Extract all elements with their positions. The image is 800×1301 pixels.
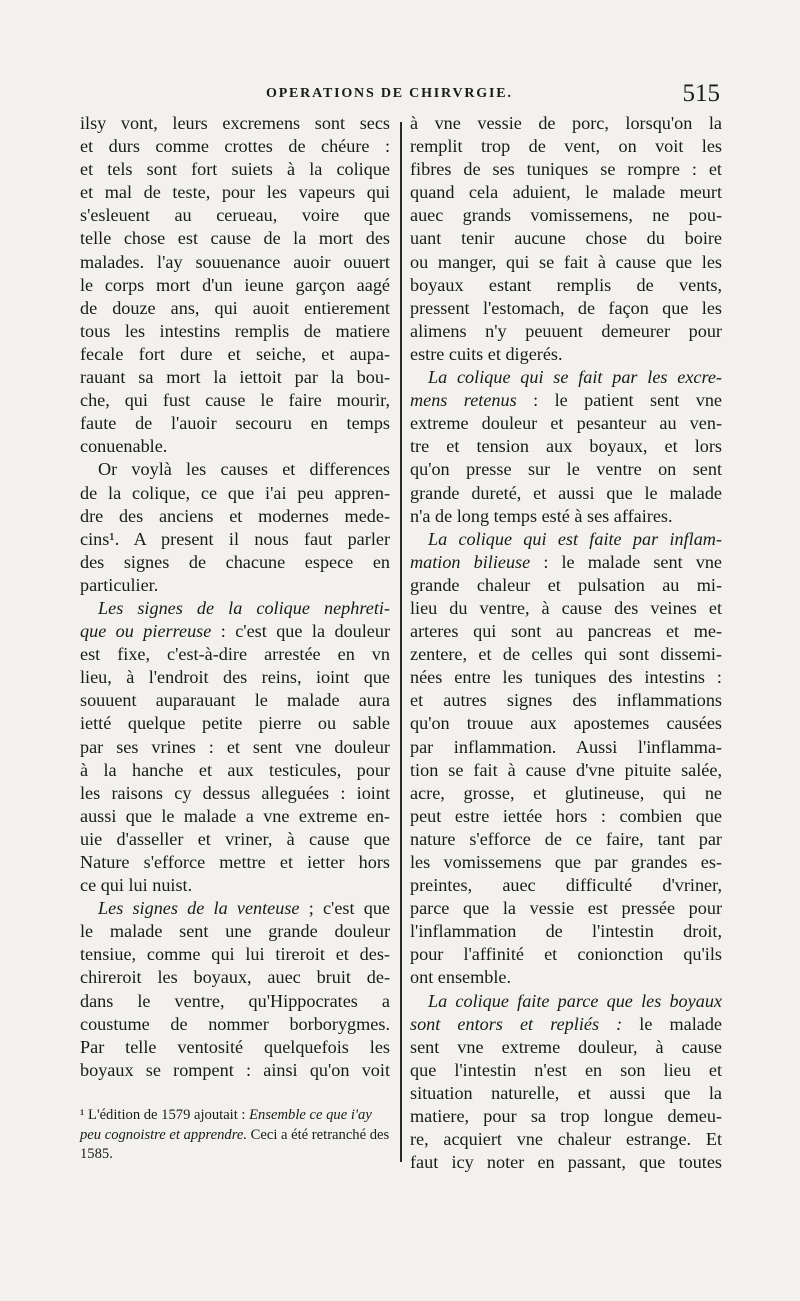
text-line: rauant sa mort la iettoit par la bou- xyxy=(80,367,390,388)
text-line: Les signes de la venteuse ; c'est que xyxy=(98,898,391,919)
text-line: faut icy noter en passant, que toutes xyxy=(410,1152,722,1173)
text-line: Les signes de la colique nephreti- xyxy=(98,597,390,618)
text-line: l'inflammation de l'intestin droit, xyxy=(410,921,722,942)
text-line: La colique qui se fait par les excre- xyxy=(428,367,722,388)
text-line: les vomissemens que par grandes es- xyxy=(410,852,722,872)
text-line: que ou pierreuse : c'est que la douleur xyxy=(80,621,390,642)
text-line: grande chaleur et pulsation au mi- xyxy=(410,574,722,595)
text-line: de la colique, ce que i'ai peu appren- xyxy=(80,482,390,503)
text-line: uie d'asseller et vriner, à cause que xyxy=(80,828,390,849)
text-line: pour l'affinité et conionction qu'ils xyxy=(410,944,722,965)
text-line: ont ensemble. xyxy=(410,967,512,988)
text-line: Nature s'efforce mettre et ietter hors xyxy=(80,852,390,872)
text-line: dre des anciens et modernes mede- xyxy=(80,505,390,526)
text-line: alimens n'y peuuent demeurer pour xyxy=(410,320,722,341)
text-line: auec grands vomissemens, ne pou- xyxy=(410,205,722,226)
text-line: sent vne extreme douleur, à cause xyxy=(410,1036,722,1057)
text-line: matiere, pour sa trop longue demeu- xyxy=(410,1106,722,1127)
text-line: à vne vessie de porc, lorsqu'on la xyxy=(410,113,722,133)
text-line: malades. l'ay souuenance auoir ouuert xyxy=(80,251,390,272)
text-line: peut estre iettée hors : combien que xyxy=(410,805,722,826)
text-line: coustume de nommer borborygmes. xyxy=(80,1013,390,1034)
text-line: re, acquiert vne chaleur estrange. Et xyxy=(410,1129,722,1150)
text-line: par ses vrines : et sent vne douleur xyxy=(80,736,390,757)
footnote-text-start: L'édition de 1579 ajoutait : xyxy=(84,1107,250,1123)
text-line: cins¹. A present il nous faut parler xyxy=(80,528,390,549)
column-divider xyxy=(400,122,402,1162)
text-line: souuent auparauant le malade aura xyxy=(80,690,390,711)
text-line: preintes, auec difficulté d'vriner, xyxy=(410,875,722,896)
text-line: ietté quelque petite pierre ou sable xyxy=(80,713,390,734)
text-line: chireroit les boyaux, auec bruit de- xyxy=(80,967,390,988)
text-line: de douze ans, qui auoit entierement xyxy=(80,297,390,318)
text-line: zentere, et de celles qui sont dissemi- xyxy=(410,644,722,665)
text-line: Or voylà les causes et differences xyxy=(98,459,390,480)
text-line: le malade sent une grande douleur xyxy=(80,921,390,942)
text-line: parce que la vessie est pressée pour xyxy=(410,898,722,919)
text-line: et mal de teste, pour les vapeurs qui xyxy=(80,182,390,203)
text-line: pressent l'estomach, de façon que les xyxy=(410,297,722,318)
text-line: situation naturelle, et aussi que la xyxy=(410,1082,722,1103)
text-line: particulier. xyxy=(80,574,159,595)
text-line: n'a de long temps esté à ses affaires. xyxy=(410,505,673,526)
text-line: nées entre les tuniques des intestins : xyxy=(410,667,722,688)
text-line: et autres signes des inflammations xyxy=(410,690,722,711)
text-line: mation bilieuse : le malade sent vne xyxy=(410,551,722,572)
text-line: mens retenus : le patient sent vne xyxy=(410,390,722,411)
text-line: uant tenir aucune chose du boire xyxy=(410,228,722,249)
text-line: aussi que le malade a vne extreme en- xyxy=(80,805,390,826)
text-line: sont entors et repliés : le malade xyxy=(410,1013,722,1034)
text-line: est fixe, c'est-à-dire arrestée en vn xyxy=(80,644,390,665)
text-line: fecale fort dure et seiche, et aupa- xyxy=(80,343,390,364)
text-line: fibres de ses tuniques se rompre : et xyxy=(410,159,722,180)
text-line: boyaux se rompent : ainsi qu'on voit xyxy=(80,1059,390,1080)
footnote-quoted-text: Ensemble ce que i'ay peu cognoistre et apprendre. xyxy=(80,1107,372,1143)
text-line: tion se fait à cause d'vne pituite salée, xyxy=(410,759,722,780)
text-line: s'esleuent au cerueau, voire que xyxy=(80,205,390,226)
text-line: La colique faite parce que les boyaux xyxy=(428,990,722,1011)
text-line: ou manger, qui se fait à cause que les xyxy=(410,251,722,272)
text-line: conuenable. xyxy=(80,436,168,457)
text-line: que l'intestin n'est en son lieu et xyxy=(410,1059,722,1080)
text-line: grande dureté, et aussi que le malade xyxy=(410,482,722,503)
text-line: ce qui lui nuist. xyxy=(80,875,193,896)
text-line: le corps mort d'un ieune garçon aagé xyxy=(80,274,390,295)
text-line: dans le ventre, qu'Hippocrates a xyxy=(80,990,390,1011)
text-line: faute de l'auoir secouru en temps xyxy=(80,413,390,434)
text-line: et durs comme crottes de chéure : xyxy=(80,136,390,157)
text-line: par inflammation. Aussi l'inflamma- xyxy=(410,736,722,757)
text-line: estre cuits et digerés. xyxy=(410,343,563,364)
text-line: boyaux estant remplis de vents, xyxy=(410,274,722,295)
text-line: à la hanche et aux testicules, pour xyxy=(80,759,390,780)
footnote xyxy=(80,1106,390,1165)
left-text-column xyxy=(80,112,390,1082)
text-line: qu'on presse sur le ventre on sent xyxy=(410,459,722,480)
text-line: extreme douleur et pesanteur au ven- xyxy=(410,413,722,434)
text-line: lieu, à l'endroit des reins, ioint que xyxy=(80,667,390,688)
footnote-text-end: Ceci a été retranché des 1585. xyxy=(80,1126,390,1162)
text-line: et tels sont fort suiets à la colique xyxy=(80,159,390,180)
right-text-column xyxy=(410,112,722,1174)
text-line: Par telle ventosité quelquefois les xyxy=(80,1036,390,1057)
text-line: les raisons cy dessus alleguées : ioint xyxy=(80,782,390,803)
text-line: che, qui fust cause le faire mourir, xyxy=(80,390,390,411)
text-line: La colique qui est faite par inflam- xyxy=(428,528,722,549)
text-line: arteres qui sont au pancreas et me- xyxy=(410,621,722,642)
text-line: telle chose est cause de la mort des xyxy=(80,228,390,249)
text-line: ilsy vont, leurs excremens sont secs xyxy=(80,113,390,133)
text-line: nature s'efforce de ce faire, tant par xyxy=(410,828,722,849)
text-line: qu'on trouue aux apostemes causées xyxy=(410,713,722,734)
text-line: remplit trop de vent, on voit les xyxy=(410,136,722,157)
text-line: quand cela aduient, le malade meurt xyxy=(410,182,722,203)
text-line: tensiue, comme qui lui tireroit et des- xyxy=(80,944,390,965)
page-header xyxy=(80,80,720,114)
footnote-marker: ¹ xyxy=(80,1107,85,1123)
text-line: des signes de chacune espece en xyxy=(80,551,390,572)
text-line: tre et tension aux boyaux, et lors xyxy=(410,436,722,457)
page-number: 515 xyxy=(682,80,720,107)
text-line: lieu du ventre, à cause des veines et xyxy=(410,597,722,618)
running-title: OPERATIONS DE CHIRVRGIE. xyxy=(266,86,513,101)
text-line: acre, grosse, et glutineuse, qui ne xyxy=(410,782,722,803)
text-line: tous les intestins remplis de matiere xyxy=(80,320,390,341)
